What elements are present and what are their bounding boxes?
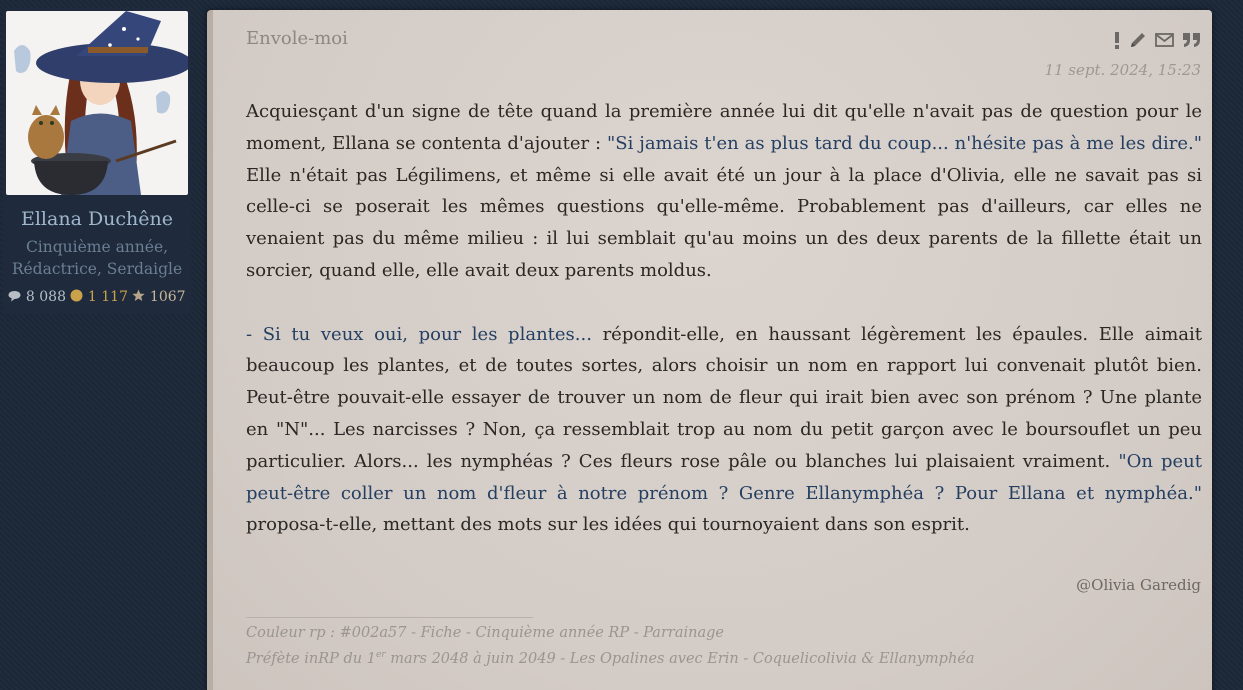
signature-text: mars 2048 à juin 2049 - Les Opalines avec Erin - Coquelicolivia & Ellanymphéa <box>385 650 975 667</box>
avatar[interactable] <box>6 11 188 195</box>
coin-count: 1 117 <box>87 289 128 305</box>
author-rank <box>3 236 191 280</box>
user-mention[interactable]: @Olivia Garedig <box>1076 576 1201 594</box>
star-count: 1067 <box>149 289 186 305</box>
post-paragraph <box>246 319 1202 542</box>
author-rank-line1: Cinquième année, <box>25 238 169 256</box>
pencil-icon[interactable] <box>1129 31 1147 49</box>
signature-line[interactable]: Couleur rp : #002a57 - Fiche - Cinquième année RP - Parrainage <box>246 625 724 641</box>
author-stats <box>3 289 191 306</box>
message-count: 8 088 <box>25 289 66 305</box>
narration: répondit-elle, en haussant légèrement les épaules. Elle aimait beaucoup les plantes, et de toutes sortes, alors choisir un nom en rapport lui convenait plutôt bien. Peut-être pouvait-elle essayer de trouver un nom de fleur qui irait bien avec son prénom ? Une plante en "N"... Les narcisses ? Non, ça ressemblait trop au nom du petit garçon avec le boursouflet un peu particulier. Alors... les nymphéas ? Ces fleurs rose pâle ou blanches lui plaisaient vraiment. <box>246 323 1202 472</box>
post-date: 11 sept. 2024, 15:23 <box>1044 61 1201 79</box>
star-icon <box>132 289 145 306</box>
post-body <box>246 96 1202 573</box>
narration: Elle n'était pas Légilimens, et même si elle avait été un jour à la place d'Olivia, elle ne savait pas si celle-ci se poserait les mêmes questions qu'elle-même. Probablement pas d'ailleurs, car elles ne venaient pas du même milieu : il lui semblait qu'au moins un des deux parents de la fillette était un sorcier, quand elle, elle avait deux parents moldus. <box>246 164 1202 281</box>
post-actions <box>1113 31 1201 49</box>
envelope-icon[interactable] <box>1155 33 1174 47</box>
coin-icon <box>70 289 83 306</box>
avatar-image <box>6 11 188 195</box>
author-rank-line2: Rédactrice, Serdaigle <box>11 260 183 278</box>
alert-icon[interactable] <box>1113 32 1121 49</box>
speech-bubble-icon <box>8 290 21 306</box>
author-profile <box>3 8 191 314</box>
post-title[interactable]: Envole-moi <box>246 28 348 49</box>
narration: Acquiesçant d'un signe de tête quand la première année lui dit qu'elle n'avait pas de question pour le moment, Ellana se contenta d'ajouter : <box>246 101 1202 154</box>
signature-sup: er <box>375 650 386 660</box>
dialogue: "On peut peut-être coller un nom d'fleur à notre prénom ? Genre Ellanymphéa ? Pour Ellana et nymphéa." <box>246 450 1203 504</box>
post-panel <box>207 10 1212 690</box>
post-paragraph <box>246 96 1202 287</box>
narration: proposa-t-elle, mettant des mots sur les idées qui tournoyaient dans son esprit. <box>246 514 970 536</box>
signature-line[interactable] <box>246 650 975 667</box>
quote-icon[interactable] <box>1182 32 1201 48</box>
signature-text: Préfète inRP du 1 <box>246 650 376 667</box>
dialogue: "Si jamais t'en as plus tard du coup... n'hésite pas à me les dire." <box>606 132 1202 154</box>
signature-divider <box>246 617 533 618</box>
dialogue: - Si tu veux oui, pour les plantes... <box>246 323 592 345</box>
author-username[interactable]: Ellana Duchêne <box>20 208 174 230</box>
